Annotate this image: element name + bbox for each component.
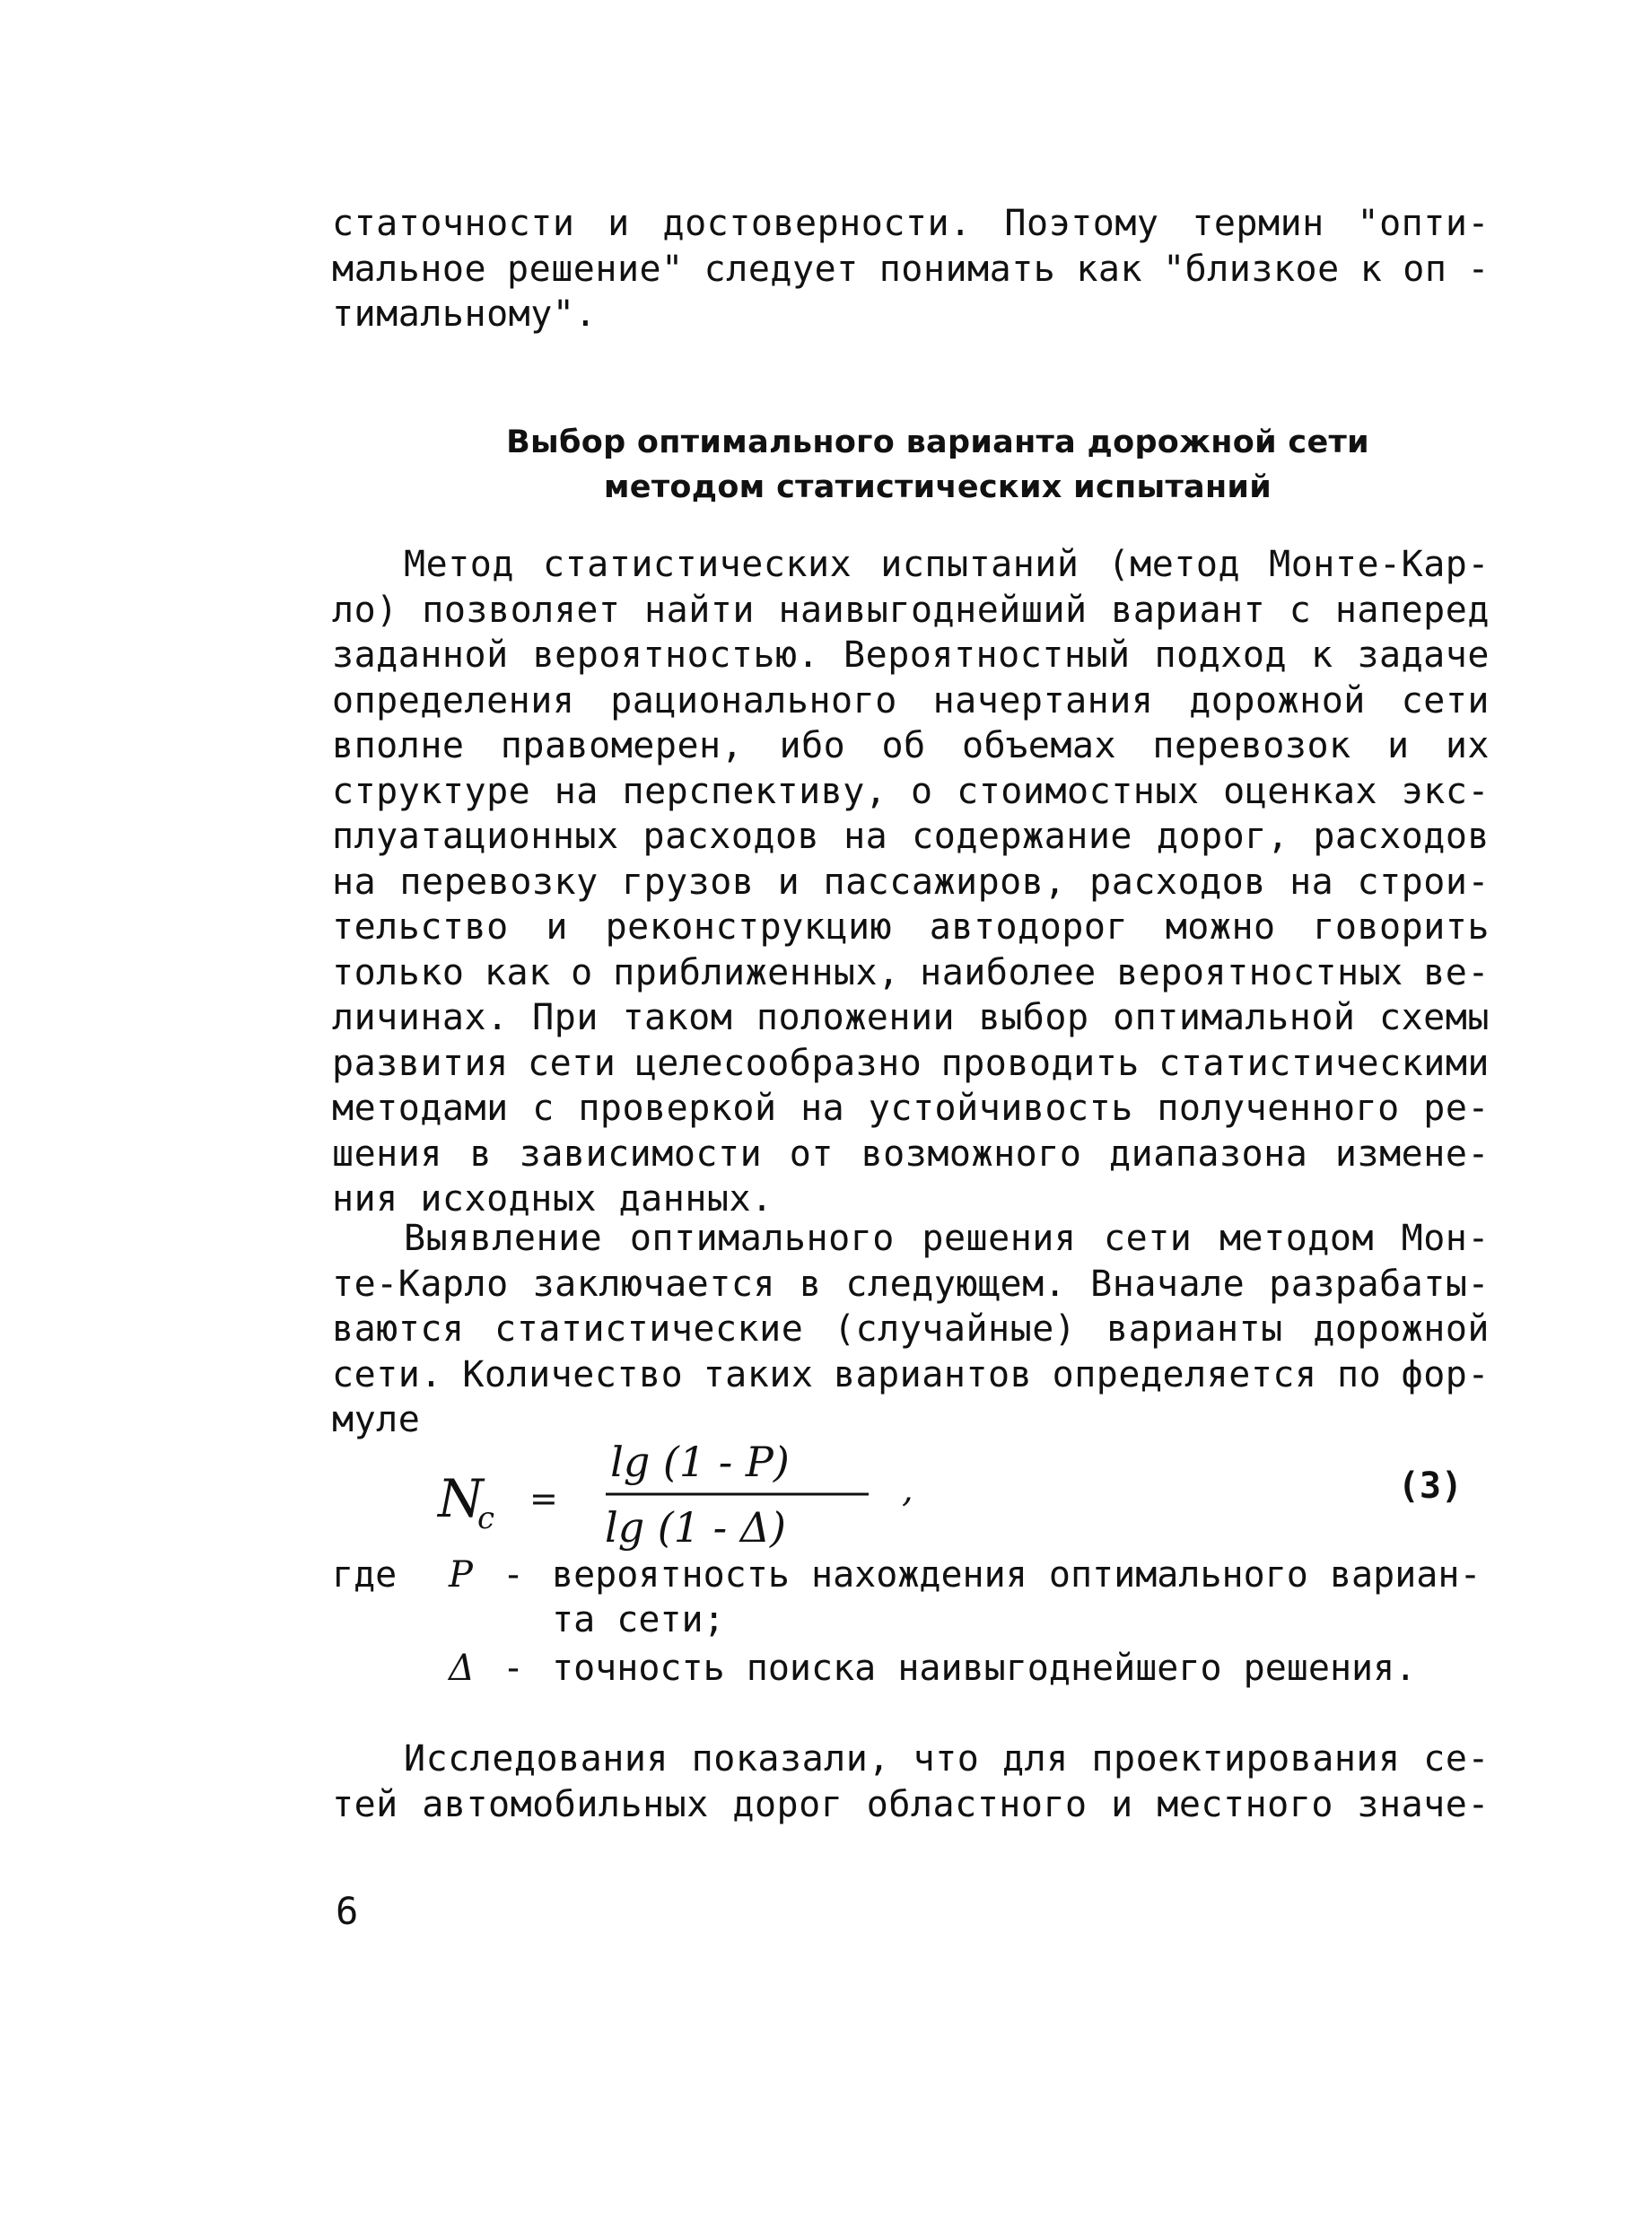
word: таких (703, 1353, 814, 1395)
definition-row (332, 1646, 1499, 1691)
word: возможного (861, 1133, 1082, 1175)
text-line (332, 1782, 1490, 1828)
text-line: ния исходных данных. (332, 1178, 774, 1220)
word: се- (1423, 1738, 1490, 1780)
word: тельство (332, 906, 509, 948)
word: рационального (610, 679, 897, 722)
formula-equals: = (529, 1479, 558, 1518)
word: тей (332, 1783, 398, 1825)
word: заданной (332, 634, 509, 676)
section-heading (431, 420, 1445, 510)
variable-symbol: P (449, 1554, 473, 1596)
word: на (554, 770, 599, 812)
text-line (332, 588, 1490, 634)
word: об (881, 725, 926, 766)
word: наивыгоднейший (778, 589, 1088, 631)
text-line (332, 860, 1490, 905)
word: статочности (332, 203, 575, 244)
word: целесообразно (634, 1042, 922, 1084)
word: расходов (1313, 816, 1490, 857)
formula-numerator: lg (1 - P) (610, 1438, 790, 1486)
paragraph-monte-carlo-intro (332, 542, 1490, 1222)
word: на (332, 861, 377, 903)
word: - (1467, 248, 1490, 290)
word: сети (1401, 679, 1490, 722)
word: можно (1165, 906, 1276, 948)
word: к (1310, 634, 1333, 676)
word: Исследования (404, 1738, 669, 1780)
word: зависимости (519, 1133, 763, 1175)
word: При (532, 997, 599, 1038)
word: автодорог (929, 906, 1129, 948)
word: перевозку (399, 861, 599, 903)
text-line (332, 723, 1490, 769)
word: вполне (332, 725, 465, 766)
paragraph-method-description (332, 1216, 1490, 1443)
variable-definitions (332, 1552, 1499, 1691)
word: строи- (1357, 861, 1490, 903)
word: проводить (940, 1042, 1140, 1084)
word: о (571, 951, 593, 993)
heading-line: Выбор оптимального варианта дорожной сети (506, 424, 1369, 460)
word: позволяет (422, 589, 621, 631)
word: для (1002, 1738, 1069, 1780)
word: и (777, 861, 800, 903)
word: на (843, 816, 888, 857)
word: определения (332, 679, 575, 722)
variable-symbol: Δ (449, 1648, 475, 1689)
text-line (332, 1216, 1490, 1262)
word: вероятностных (1116, 951, 1403, 993)
word: (метод (1107, 544, 1241, 585)
definition-dash: - (503, 1648, 525, 1689)
equation-number: (3) (1397, 1465, 1463, 1507)
text-line (332, 950, 1490, 996)
word: развития (332, 1042, 509, 1084)
word: что (913, 1738, 980, 1780)
word: схемы (1379, 997, 1490, 1038)
word: начертания (932, 679, 1154, 722)
word: ло) (332, 589, 398, 631)
word: расходов (642, 816, 820, 857)
text-line (332, 1352, 1490, 1398)
word: следует (704, 248, 859, 290)
word: областного (866, 1783, 1088, 1825)
word: методами (332, 1088, 509, 1129)
formula-comma: , (902, 1469, 913, 1510)
word: заключается (532, 1263, 775, 1305)
word: структуре (332, 770, 531, 812)
word: вероятностью. (532, 634, 820, 676)
word: на (800, 1088, 845, 1129)
word: наиболее (920, 951, 1097, 993)
word: проверкой (578, 1088, 777, 1129)
word: подход (1154, 634, 1288, 676)
word: статистические (494, 1308, 804, 1350)
word: Монте-Кар- (1269, 544, 1490, 585)
word: вариантов (833, 1353, 1033, 1395)
word: содержание (912, 816, 1132, 857)
word: найти (644, 589, 755, 631)
word: Выявление (404, 1218, 603, 1259)
text-line (332, 995, 1490, 1041)
word: испытаний (880, 544, 1079, 585)
word: шения (332, 1133, 442, 1175)
word: показали, (691, 1738, 890, 1780)
word: "близкое (1163, 248, 1340, 290)
definition-row (332, 1597, 1499, 1642)
word: говорить (1313, 906, 1490, 948)
word: дорожной (1313, 1308, 1490, 1350)
word: следующем. (845, 1263, 1067, 1305)
word: оценках (1223, 770, 1378, 812)
word: ваются (332, 1308, 465, 1350)
word: Вначале (1090, 1263, 1246, 1305)
word: в (469, 1133, 493, 1175)
text-line (332, 247, 1490, 293)
definition-text: та сети; (552, 1599, 725, 1640)
page-number: 6 (336, 1889, 359, 1933)
formula-3 (431, 1422, 1463, 1566)
word: автомобильных (422, 1783, 709, 1825)
word: выбор (978, 997, 1089, 1038)
word: пассажиров, (823, 861, 1066, 903)
definition-dash: - (503, 1554, 525, 1596)
word: стоимостных (957, 770, 1200, 812)
word: дорог, (1156, 816, 1289, 857)
word: расходов (1089, 861, 1266, 903)
word: (случайные) (833, 1308, 1077, 1350)
text-line (332, 1041, 1490, 1087)
top-paragraph (332, 201, 1490, 337)
word: приближенных, (613, 951, 900, 993)
word: и (1111, 1783, 1133, 1825)
word: правомерен, (500, 725, 744, 766)
word: оптимальной (1113, 997, 1356, 1038)
word: решения (922, 1218, 1077, 1259)
word: дорог (732, 1783, 843, 1825)
definition-text: вероятность нахождения оптимального вариан- (552, 1554, 1482, 1596)
where-label: где (332, 1554, 398, 1596)
formula-denominator: lg (1 - Δ) (605, 1503, 786, 1552)
text-line (332, 201, 1490, 247)
text-line (332, 1132, 1490, 1177)
text-line (332, 1736, 1490, 1782)
text-line (332, 678, 1490, 724)
word: дорожной (1189, 679, 1366, 722)
word: личинах. (332, 997, 509, 1038)
word: по (1337, 1353, 1382, 1395)
word: таком (622, 997, 733, 1038)
word: местного (1157, 1783, 1333, 1825)
word: плуатационных (332, 816, 619, 857)
word: только (332, 951, 465, 993)
word: задаче (1357, 634, 1490, 676)
word: методом (1219, 1218, 1375, 1259)
definition-text: точность поиска наивыгоднейшего решения. (552, 1648, 1417, 1689)
word: перевозок (1152, 725, 1351, 766)
word: Поэтому (1004, 203, 1159, 244)
word: те-Карло (332, 1263, 509, 1305)
word: достоверности. (662, 203, 972, 244)
word: сети (528, 1042, 616, 1084)
word: наперед (1334, 589, 1490, 631)
word: оп (1403, 248, 1447, 290)
word: грузов (621, 861, 755, 903)
word: ре- (1423, 1088, 1490, 1129)
word: и (607, 203, 630, 244)
text-line (332, 1086, 1490, 1132)
formula-lhs-subscript: c (477, 1500, 495, 1536)
formula-graphic (431, 1422, 1373, 1566)
word: сети (1104, 1218, 1193, 1259)
word: статистическими (1158, 1042, 1490, 1084)
word: и (546, 906, 568, 948)
word: диапазона (1109, 1133, 1308, 1175)
word: понимать (878, 248, 1056, 290)
word: Количество (462, 1353, 684, 1395)
text-line (332, 542, 1490, 588)
heading-line: методом статистических испытаний (603, 469, 1272, 505)
word: экс- (1401, 770, 1490, 812)
word: перспективу, (622, 770, 887, 812)
word: в (799, 1263, 822, 1305)
word: как (484, 951, 551, 993)
text-line (332, 1307, 1490, 1352)
word: измене- (1334, 1133, 1490, 1175)
text-line (332, 814, 1490, 860)
word: как (1076, 248, 1143, 290)
word: устойчивость (868, 1088, 1133, 1129)
word: о (911, 770, 933, 812)
definition-row (332, 1552, 1499, 1597)
word: оптимального (629, 1218, 895, 1259)
formula-lhs: N (438, 1468, 484, 1529)
word: ве- (1423, 951, 1490, 993)
word: Мон- (1401, 1218, 1490, 1259)
word: от (789, 1133, 834, 1175)
word: с (532, 1088, 555, 1129)
word: полученного (1157, 1088, 1400, 1129)
text-line: муле (332, 1399, 421, 1440)
word: реконструкцию (605, 906, 893, 948)
text-line (332, 633, 1490, 678)
word: значе- (1357, 1783, 1490, 1825)
word: и (1386, 725, 1410, 766)
word: статистических (543, 544, 852, 585)
word: варианты (1106, 1308, 1283, 1350)
word: Вероятностный (843, 634, 1131, 676)
word: фор- (1401, 1353, 1490, 1395)
word: проектирования (1091, 1738, 1401, 1780)
word: вариант (1111, 589, 1266, 631)
word: определяется (1052, 1353, 1317, 1395)
text-line (332, 769, 1490, 815)
text-line (332, 905, 1490, 950)
paragraph-research-findings (332, 1736, 1490, 1827)
text-line (332, 1262, 1490, 1308)
word: положении (756, 997, 956, 1038)
word: на (1289, 861, 1334, 903)
word: сети. (332, 1353, 442, 1395)
word: к (1359, 248, 1383, 290)
word: объемах (962, 725, 1117, 766)
word: Метод (404, 544, 514, 585)
word: с (1289, 589, 1312, 631)
word: термин (1192, 203, 1324, 244)
word: разрабаты- (1269, 1263, 1490, 1305)
text-line: тимальному". (332, 293, 597, 335)
word: "опти- (1357, 203, 1490, 244)
word: ибо (779, 725, 846, 766)
word: их (1445, 725, 1490, 766)
word: мальное (332, 248, 487, 290)
word: решение" (507, 248, 684, 290)
